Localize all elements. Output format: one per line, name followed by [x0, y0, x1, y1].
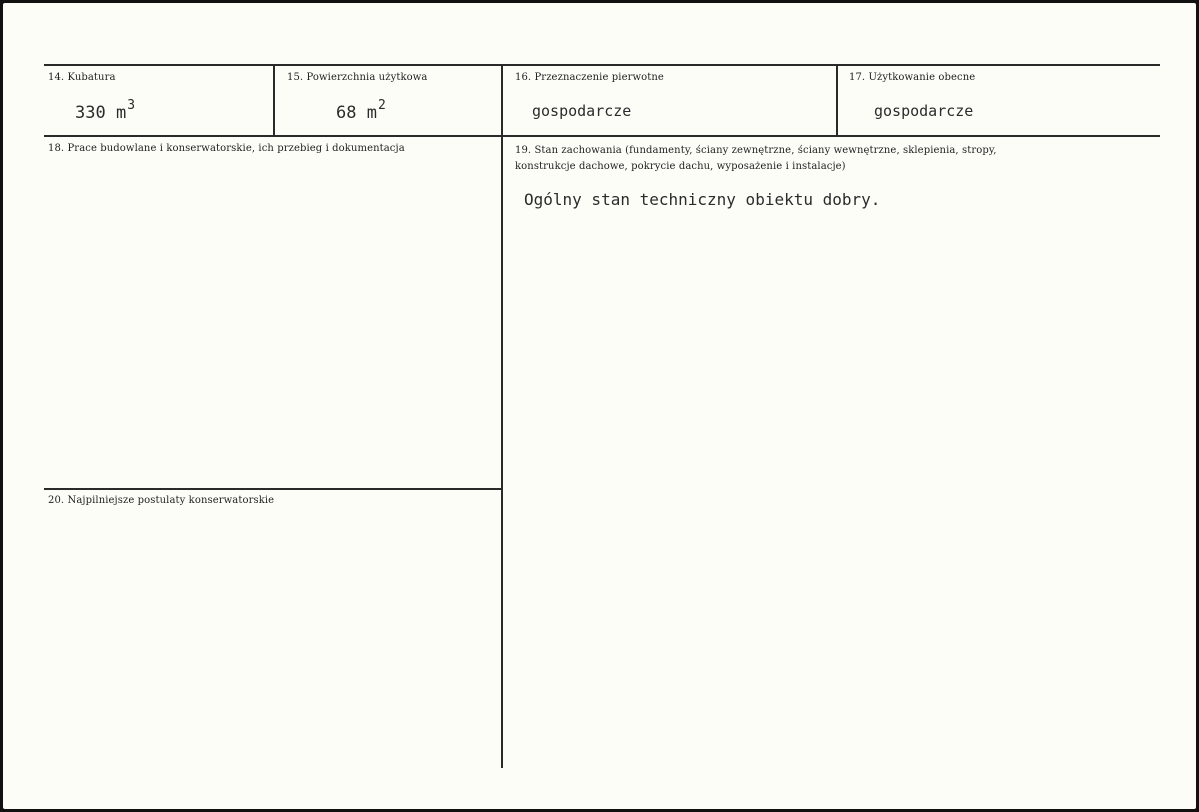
przeznaczenie-label: 16. Przeznaczenie pierwotne — [515, 72, 664, 83]
uzytkowanie-label: 17. Użytkowanie obecne — [849, 72, 976, 83]
powierzchnia-exponent: 2 — [377, 98, 386, 113]
powierzchnia-label: 15. Powierzchnia użytkowa — [287, 72, 428, 83]
top-rule — [44, 64, 1160, 66]
powierzchnia-value — [336, 98, 386, 123]
kubatura-value — [75, 98, 136, 123]
section-18-bottom-rule — [44, 488, 501, 490]
przeznaczenie-value: gospodarcze — [532, 102, 632, 120]
prace-label: 18. Prace budowlane i konserwatorskie, ich przebieg i dokumentacja — [48, 143, 405, 154]
postulaty-label: 20. Najpilniejsze postulaty konserwatorskie — [48, 495, 275, 506]
divider-16-17 — [836, 64, 838, 137]
main-divider — [501, 64, 503, 768]
stan-value: Ogólny stan techniczny obiektu dobry. — [524, 190, 881, 209]
divider-14-15 — [273, 64, 275, 137]
record-card — [3, 3, 1196, 809]
kubatura-label: 14. Kubatura — [48, 72, 116, 83]
kubatura-value-text: 330 m — [75, 103, 127, 123]
kubatura-exponent: 3 — [127, 98, 136, 113]
powierzchnia-value-text: 68 m — [336, 103, 377, 123]
stan-label: 19. Stan zachowania (fundamenty, ściany zewnętrzne, ściany wewnętrzne, sklepienia, stropy, konstrukcje dachowe, pokrycie dachu, wyposażenie i instalacje) — [515, 145, 997, 172]
uzytkowanie-value: gospodarcze — [874, 102, 974, 120]
header-rule — [44, 135, 1160, 137]
